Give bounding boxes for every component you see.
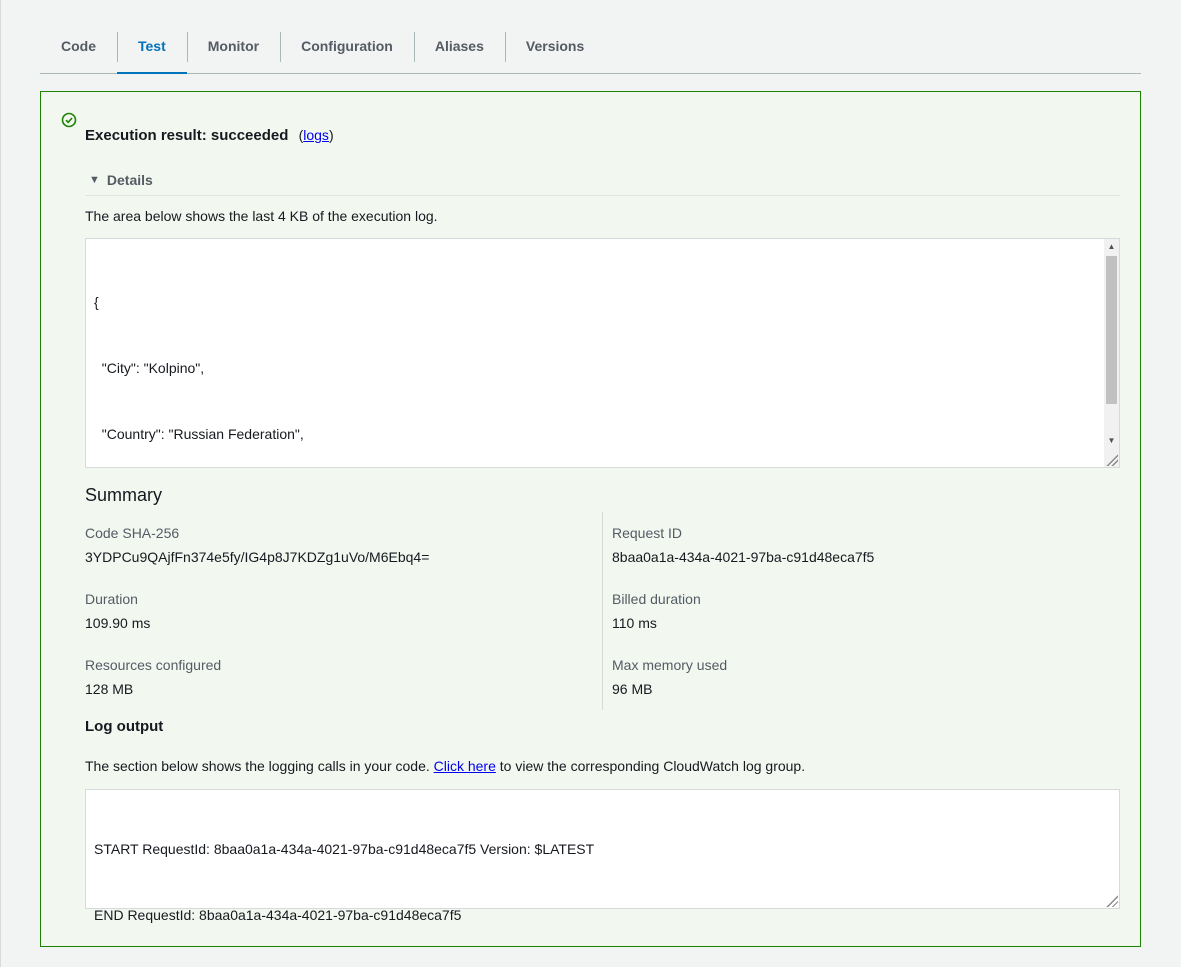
page-border: [0, 0, 1, 967]
function-tabs: [40, 26, 1141, 74]
duration-label: Duration: [85, 591, 138, 607]
cloudwatch-link[interactable]: Click here: [433, 758, 496, 774]
log-line: "Country": "Russian Federation",: [94, 426, 304, 442]
scroll-up-arrow-icon[interactable]: ▲: [1107, 242, 1116, 251]
execution-result-title: [85, 127, 334, 144]
execution-result-text: Execution result: succeeded: [85, 127, 289, 144]
tab-aliases[interactable]: Aliases: [414, 26, 505, 66]
code-sha-label: Code SHA-256: [85, 525, 180, 541]
details-label: Details: [106, 172, 153, 188]
billed-duration-value: 110 ms: [612, 615, 657, 631]
execution-result-panel: [40, 91, 1141, 947]
output-line: START RequestId: 8baa0a1a-434a-4021-97ba-c91d48eca7f5 Version: $LATEST: [94, 841, 595, 857]
execution-log-textarea[interactable]: [85, 238, 1120, 468]
scroll-thumb[interactable]: [1106, 256, 1117, 404]
log-line: "City": "Kolpino",: [94, 360, 205, 376]
logs-paren-open: (: [298, 127, 304, 143]
output-line: END RequestId: 8baa0a1a-434a-4021-97ba-c91d48eca7f5: [94, 907, 462, 923]
tab-versions[interactable]: Versions: [505, 26, 605, 66]
logs-link[interactable]: logs: [303, 127, 329, 143]
max-memory-label: Max memory used: [612, 657, 728, 673]
billed-duration-label: Billed duration: [612, 591, 701, 607]
summary-column-divider: [602, 512, 603, 710]
logs-link-wrap: [299, 127, 334, 143]
log-output-description: [85, 758, 805, 774]
log-output-title: Log output: [85, 718, 164, 735]
log-line: {: [94, 294, 99, 310]
log-output-lines: [94, 794, 1109, 967]
tab-code[interactable]: Code: [61, 38, 96, 54]
execution-log-lines: [94, 247, 529, 468]
resize-handle-icon[interactable]: [1105, 894, 1118, 907]
scroll-down-arrow-icon[interactable]: ▼: [1107, 436, 1116, 445]
duration-value: 109.90 ms: [85, 615, 151, 631]
resources-configured-label: Resources configured: [85, 657, 222, 673]
code-sha-value: 3YDPCu9QAjfFn374e5fy/IG4p8J7KDZg1uVo/M6Ebq4=: [85, 549, 430, 565]
summary-title: Summary: [85, 485, 163, 505]
log-scrollbar[interactable]: [1104, 239, 1119, 467]
resources-configured-value: 128 MB: [85, 681, 134, 697]
log-output-desc-before: The section below shows the logging calls in your code.: [85, 758, 434, 774]
request-id-label: Request ID: [612, 525, 683, 541]
request-id-value: 8baa0a1a-434a-4021-97ba-c91d48eca7f5: [612, 549, 875, 565]
resize-handle-icon[interactable]: [1105, 453, 1118, 466]
caret-down-icon: ▼: [89, 174, 100, 186]
details-divider: [85, 195, 1120, 196]
details-description: The area below shows the last 4 KB of the execution log.: [85, 208, 438, 224]
tab-configuration[interactable]: Configuration: [280, 26, 414, 66]
tab-test[interactable]: Test: [117, 26, 187, 66]
logs-paren-close: ): [328, 127, 334, 143]
status-positive-icon: [61, 112, 77, 128]
tab-monitor[interactable]: Monitor: [187, 26, 280, 66]
max-memory-value: 96 MB: [612, 681, 653, 697]
log-output-desc-after: to view the corresponding CloudWatch log group.: [495, 758, 806, 774]
log-output-textarea[interactable]: [85, 789, 1120, 923]
details-toggle[interactable]: [89, 172, 153, 188]
